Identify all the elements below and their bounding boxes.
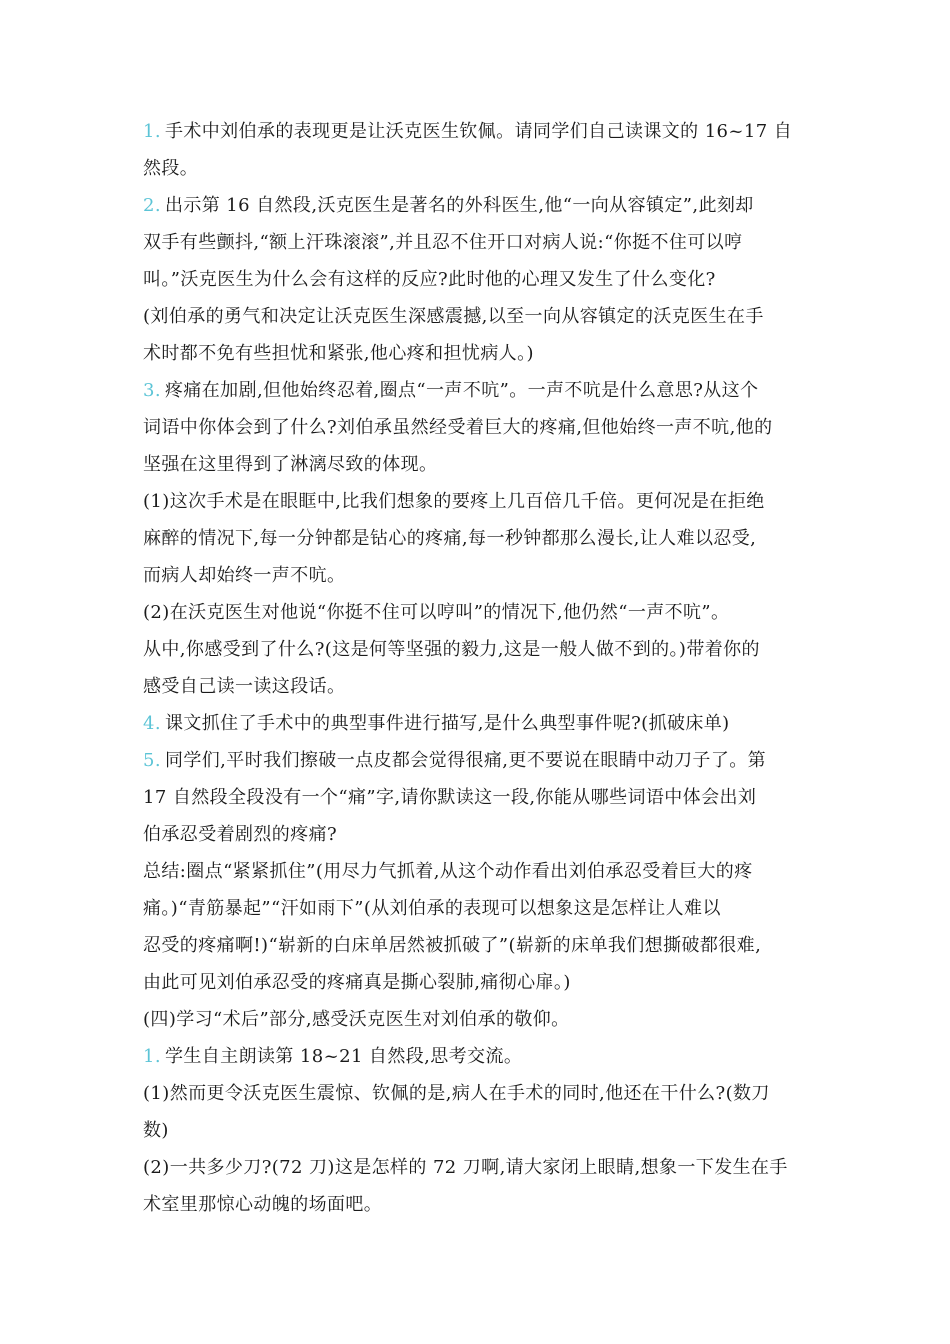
- text-line: [143, 261, 813, 298]
- text-line: [143, 816, 813, 853]
- line-text: 感受自己读一读这段话。: [143, 676, 346, 697]
- line-text: (刘伯承的勇气和决定让沃克医生深感震撼,以至一向从容镇定的沃克医生在手: [143, 306, 764, 327]
- text-line: [143, 1001, 813, 1038]
- line-text: 叫。”沃克医生为什么会有这样的反应?此时他的心理又发生了什么变化?: [143, 269, 716, 290]
- line-text: 术室里那惊心动魄的场面吧。: [143, 1194, 383, 1215]
- text-line: [143, 113, 813, 150]
- text-line: [143, 409, 813, 446]
- text-line: [143, 594, 813, 631]
- text-line: [143, 964, 813, 1001]
- text-line: [143, 520, 813, 557]
- line-text: 数): [143, 1120, 169, 1141]
- line-text: (四)学习“术后”部分,感受沃克医生对刘伯承的敬仰。: [143, 1009, 570, 1030]
- line-text: 从中,你感受到了什么?(这是何等坚强的毅力,这是一般人做不到的。)带着你的: [143, 639, 760, 660]
- line-text: 17 自然段全段没有一个“痛”字,请你默读这一段,你能从哪些词语中体会出刘: [143, 787, 757, 808]
- line-text: 伯承忍受着剧烈的疼痛?: [143, 824, 338, 845]
- item-number: 2.: [143, 195, 161, 216]
- text-line: [143, 187, 813, 224]
- document-body: [143, 113, 813, 1223]
- text-line: [143, 224, 813, 261]
- line-text: 总结:圈点“紧紧抓住”(用尽力气抓着,从这个动作看出刘伯承忍受着巨大的疼: [143, 861, 753, 882]
- line-text: 痛。)“青筋暴起”“汗如雨下”(从刘伯承的表现可以想象这是怎样让人难以: [143, 898, 721, 919]
- text-line: [143, 446, 813, 483]
- text-line: [143, 779, 813, 816]
- line-text: 由此可见刘伯承忍受的疼痛真是撕心裂肺,痛彻心扉。): [143, 972, 571, 993]
- line-text: 课文抓住了手术中的典型事件进行描写,是什么典型事件呢?(抓破床单): [164, 713, 730, 734]
- text-line: [143, 1186, 813, 1223]
- item-number: 1.: [143, 1046, 161, 1067]
- text-line: [143, 483, 813, 520]
- text-line: [143, 372, 813, 409]
- line-text: 手术中刘伯承的表现更是让沃克医生钦佩。请同学们自己读课文的 16~17 自: [164, 121, 793, 142]
- text-line: [143, 335, 813, 372]
- item-number: 3.: [143, 380, 161, 401]
- line-text: (2)一共多少刀?(72 刀)这是怎样的 72 刀啊,请大家闭上眼睛,想象一下发生在手: [143, 1157, 788, 1178]
- item-number: 5.: [143, 750, 161, 771]
- text-line: [143, 742, 813, 779]
- line-text: 词语中你体会到了什么?刘伯承虽然经受着巨大的疼痛,但他始终一声不吭,他的: [143, 417, 773, 438]
- line-text: 疼痛在加剧,但他始终忍着,圈点“一声不吭”。一声不吭是什么意思?从这个: [164, 380, 759, 401]
- line-text: 同学们,平时我们擦破一点皮都会觉得很痛,更不要说在眼睛中动刀子了。第: [164, 750, 767, 771]
- item-number: 4.: [143, 713, 161, 734]
- line-text: 忍受的疼痛啊!)“崭新的白床单居然被抓破了”(崭新的床单我们想撕破都很难,: [143, 935, 762, 956]
- text-line: [143, 557, 813, 594]
- line-text: 坚强在这里得到了淋漓尽致的体现。: [143, 454, 438, 475]
- line-text: 而病人却始终一声不吭。: [143, 565, 346, 586]
- text-line: [143, 890, 813, 927]
- text-line: [143, 631, 813, 668]
- text-line: [143, 1038, 813, 1075]
- text-line: [143, 853, 813, 890]
- text-line: [143, 298, 813, 335]
- line-text: (2)在沃克医生对他说“你挺不住可以哼叫”的情况下,他仍然“一声不吭”。: [143, 602, 730, 623]
- text-line: [143, 150, 813, 187]
- item-number: 1.: [143, 121, 161, 142]
- line-text: 学生自主朗读第 18~21 自然段,思考交流。: [164, 1046, 523, 1067]
- text-line: [143, 705, 813, 742]
- line-text: 出示第 16 自然段,沃克医生是著名的外科医生,他“一向从容镇定”,此刻却: [164, 195, 754, 216]
- text-line: [143, 927, 813, 964]
- line-text: (1)这次手术是在眼眶中,比我们想象的要疼上几百倍几千倍。更何况是在拒绝: [143, 491, 765, 512]
- text-line: [143, 1149, 813, 1186]
- text-line: [143, 668, 813, 705]
- line-text: 然段。: [143, 158, 199, 179]
- text-line: [143, 1075, 813, 1112]
- line-text: 麻醉的情况下,每一分钟都是钻心的疼痛,每一秒钟都那么漫长,让人难以忍受,: [143, 528, 757, 549]
- line-text: (1)然而更令沃克医生震惊、钦佩的是,病人在手术的同时,他还在干什么?(数刀: [143, 1083, 770, 1104]
- line-text: 双手有些颤抖,“额上汗珠滚滚”,并且忍不住开口对病人说:“你挺不住可以哼: [143, 232, 743, 253]
- text-line: [143, 1112, 813, 1149]
- line-text: 术时都不免有些担忧和紧张,他心疼和担忧病人。): [143, 343, 534, 364]
